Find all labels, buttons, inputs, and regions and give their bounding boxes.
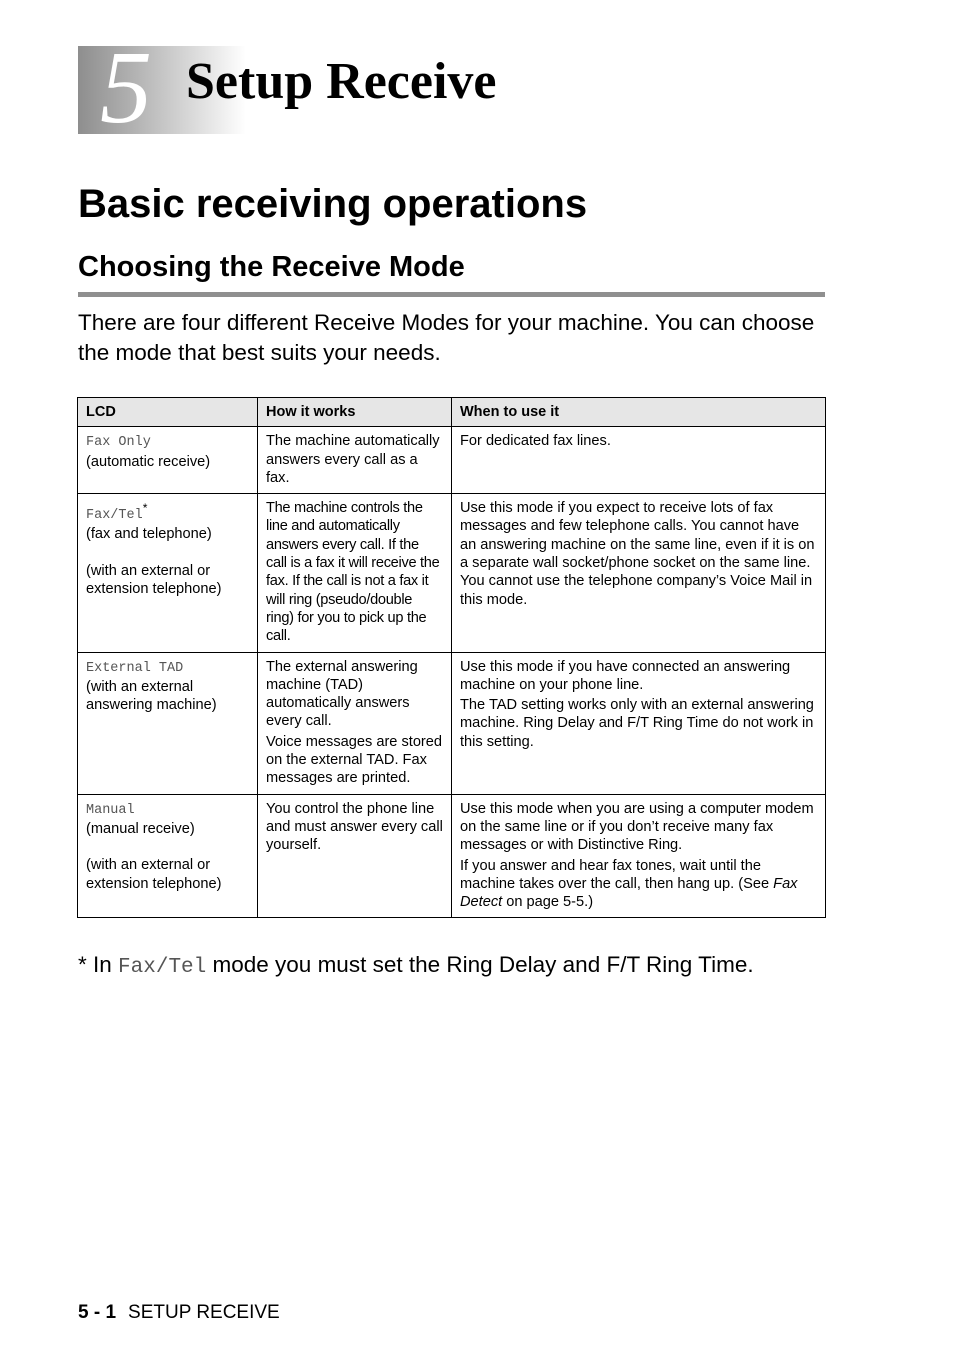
table-row xyxy=(78,427,826,494)
lcd-description: (with an external answering machine) xyxy=(86,678,217,714)
lcd-description: (fax and telephone) xyxy=(86,526,212,543)
how-cell xyxy=(258,652,452,794)
how-cell xyxy=(258,494,452,652)
when-ref-page: on page 5-5.) xyxy=(502,894,594,911)
how-cell xyxy=(258,427,452,494)
footnote-prefix: * In xyxy=(78,952,119,977)
subsection-rule xyxy=(78,292,825,297)
when-text: Use this mode if you expect to receive lots of fax messages and few telephone calls. You cannot have an answering machine on the same line, even if it is on a separate wall socket/phone socket on the same line. You cannot use the telephone company’s Voice Mail in this mode. xyxy=(460,500,815,608)
lcd-cell xyxy=(78,494,258,652)
when-text: Use this mode when you are using a computer modem on the same line or if you don’t receive many fax messages or with Distinctive Ring. xyxy=(460,800,814,854)
how-text: The machine controls the line and automatically answers every call. If the call is a fax it will receive the fax. If the call is not a fax it will ring (pseudo/double ring) for you to pick up the call. xyxy=(266,500,440,645)
table-row xyxy=(78,652,826,794)
section-title: Basic receiving operations xyxy=(78,182,588,226)
intro-paragraph: There are four different Receive Modes for your machine. You can choose the mode that best suits your needs. xyxy=(78,310,815,365)
how-text: Voice messages are stored on the external TAD. Fax messages are printed. xyxy=(266,733,443,787)
header-when-to-use: When to use it xyxy=(452,398,826,427)
how-cell xyxy=(258,794,452,918)
header-how-it-works: How it works xyxy=(258,398,452,427)
page-number: 5 - 1 xyxy=(78,1302,117,1323)
fax-detect-link[interactable]: Fax Detect xyxy=(460,875,798,911)
lcd-description: (automatic receive) xyxy=(86,453,211,470)
footer-chapter: SETUP RECEIVE xyxy=(128,1302,280,1323)
chapter-title: Setup Receive xyxy=(186,53,497,110)
subsection-title: Choosing the Receive Mode xyxy=(78,251,465,283)
footnote xyxy=(78,950,754,983)
table-row xyxy=(78,494,826,652)
lcd-mode: Manual xyxy=(86,802,135,818)
receive-mode-table xyxy=(77,397,826,918)
when-text: For dedicated fax lines. xyxy=(460,433,611,450)
lcd-mode: Fax/Tel xyxy=(86,508,143,524)
lcd-mode: Fax Only xyxy=(86,435,151,451)
lcd-mode: External TAD xyxy=(86,660,184,676)
when-cell xyxy=(452,427,826,494)
footnote-text: mode you must set the Ring Delay and F/T Ring Time. xyxy=(206,952,754,977)
when-reference xyxy=(460,857,817,912)
table-header-row xyxy=(78,398,826,427)
table-row xyxy=(78,794,826,918)
when-cell xyxy=(452,652,826,794)
how-text: The machine automatically answers every call as a fax. xyxy=(266,433,440,486)
lcd-note: (with an external or extension telephone) xyxy=(86,562,222,597)
how-text: The external answering machine (TAD) automatically answers every call. xyxy=(266,658,418,730)
when-cell xyxy=(452,494,826,652)
when-text: Use this mode if you have connected an answering machine on your phone line. xyxy=(460,658,791,693)
when-ref-text: If you answer and hear fax tones, wait until the machine takes over the call, then hang up. (See xyxy=(460,857,774,892)
lcd-note: (with an external or extension telephone) xyxy=(86,857,222,892)
chapter-number: 5 xyxy=(100,30,152,145)
footnote-marker: * xyxy=(142,501,148,516)
lcd-cell xyxy=(78,794,258,918)
how-text: You control the phone line and must answer every call yourself. xyxy=(266,800,443,854)
when-cell xyxy=(452,794,826,918)
lcd-cell xyxy=(78,427,258,494)
page-footer xyxy=(78,1301,280,1325)
when-text: The TAD setting works only with an external answering machine. Ring Delay and F/T Ring Time do not work in this setting. xyxy=(460,697,814,750)
footnote-mode: Fax/Tel xyxy=(118,956,207,979)
lcd-description: (manual receive) xyxy=(86,820,195,837)
lcd-cell xyxy=(78,652,258,794)
header-lcd: LCD xyxy=(78,398,258,427)
